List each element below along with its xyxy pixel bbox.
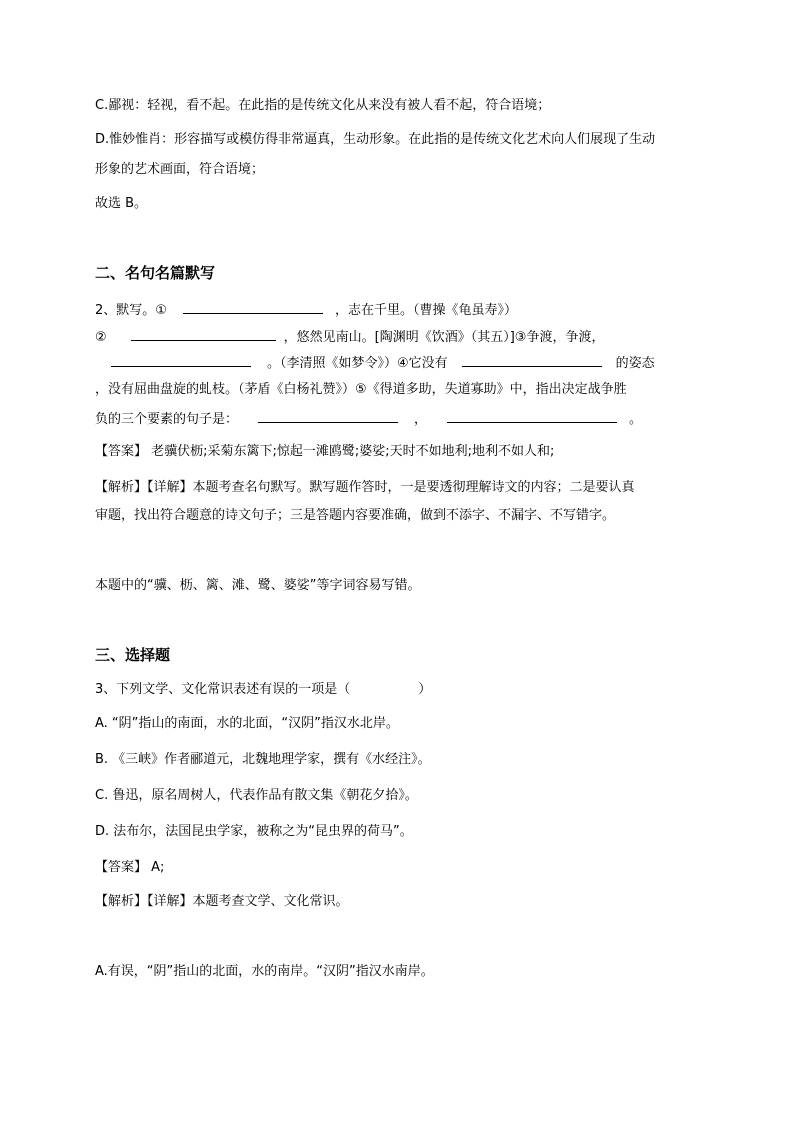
choice-answer: 【答案】 A; <box>95 860 165 875</box>
question-text: ， <box>414 412 428 427</box>
dictation-question-line2 <box>95 326 604 348</box>
choice-option-a: A. “阴”指山的南面，水的北面，“汉阴”指汉水北岸。 <box>95 716 399 731</box>
question-text: 。 <box>629 412 643 427</box>
dictation-question-line5 <box>95 408 642 430</box>
choice-question <box>95 680 431 700</box>
choice-option-d: D. 法布尔，法国昆虫学家，被称之为“昆虫界的荷马”。 <box>95 824 413 839</box>
section-heading-dictation: 二、名句名篇默写 <box>95 264 216 282</box>
choice-option-c: C. 鲁迅，原名周树人，代表作品有散文集《朝花夕拾》。 <box>95 788 418 803</box>
question-number-text: 2、默写。① <box>95 303 167 318</box>
dictation-question-line4: ，没有屈曲盘旋的虬枝。（茅盾《白杨礼赞》）⑤《得道多助，失道寡助》中，指出决定战争胜 <box>95 382 627 397</box>
choice-option-b: B. 《三峡》作者郦道元，北魏地理学家，撰有《水经注》。 <box>95 752 431 767</box>
dictation-note: 本题中的“骥、枥、篱、滩、鹭、婆娑”等字词容易写错。 <box>95 578 421 593</box>
fill-blank-3[interactable] <box>111 352 251 367</box>
section-heading-multiple-choice: 三、选择题 <box>95 646 171 664</box>
choice-explanation-a: A.有误，“阴”指山的北面，水的南岸。“汉阴”指汉水南岸。 <box>95 964 434 979</box>
dictation-question-line3 <box>95 352 655 374</box>
fill-blank-5[interactable] <box>258 408 398 423</box>
dictation-analysis-line2: 审题，找出符合题意的诗文句子；三是答题内容要准确，做到不添字、不漏字、不写错字。 <box>95 508 616 523</box>
dictation-answer: 【答案】 老骥伏枥;采菊东篱下;惊起一滩鸥鹭;婆娑;天时不如地利;地利不如人和; <box>95 444 555 459</box>
fill-blank-1[interactable] <box>183 299 323 314</box>
question-text: 。（李清照《如梦令》）④它没有 <box>267 356 448 371</box>
choice-analysis: 【解析】【详解】本题考查文学、文化常识。 <box>95 894 349 909</box>
question-text: 的姿态 <box>615 356 655 371</box>
dictation-question-line1 <box>95 299 517 321</box>
question-text: 负的三个要素的句子是： <box>95 412 239 427</box>
explanation-option-c: C.鄙视：轻视，看不起。在此指的是传统文化从来没有被人看不起，符合语境； <box>95 98 551 113</box>
fill-blank-4[interactable] <box>462 352 602 367</box>
explanation-option-d-line2: 形象的艺术画面，符合语境； <box>95 162 265 177</box>
question-text: ② <box>95 330 107 345</box>
dictation-analysis-line1: 【解析】【详解】本题考查名句默写。默写题作答时，一是要透彻理解诗文的内容；二是要认真 <box>95 480 635 495</box>
question-text: ，悠然见南山。[陶渊明《饮酒》（其五）]③争渡，争渡， <box>283 330 605 345</box>
explanation-conclusion: 故选 B。 <box>95 196 148 211</box>
explanation-option-d-line1: D.惟妙惟肖：形容描写或模仿得非常逼真，生动形象。在此指的是传统文化艺术向人们展现了生动 <box>95 132 656 147</box>
question-text: ，志在千里。（曹操《龟虽寿》） <box>334 303 517 318</box>
fill-blank-6[interactable] <box>447 408 617 423</box>
fill-blank-2[interactable] <box>131 326 276 341</box>
question-text: 3、下列文学、文化常识表述有误的一项是（ <box>95 682 351 697</box>
question-text: ） <box>418 682 432 697</box>
